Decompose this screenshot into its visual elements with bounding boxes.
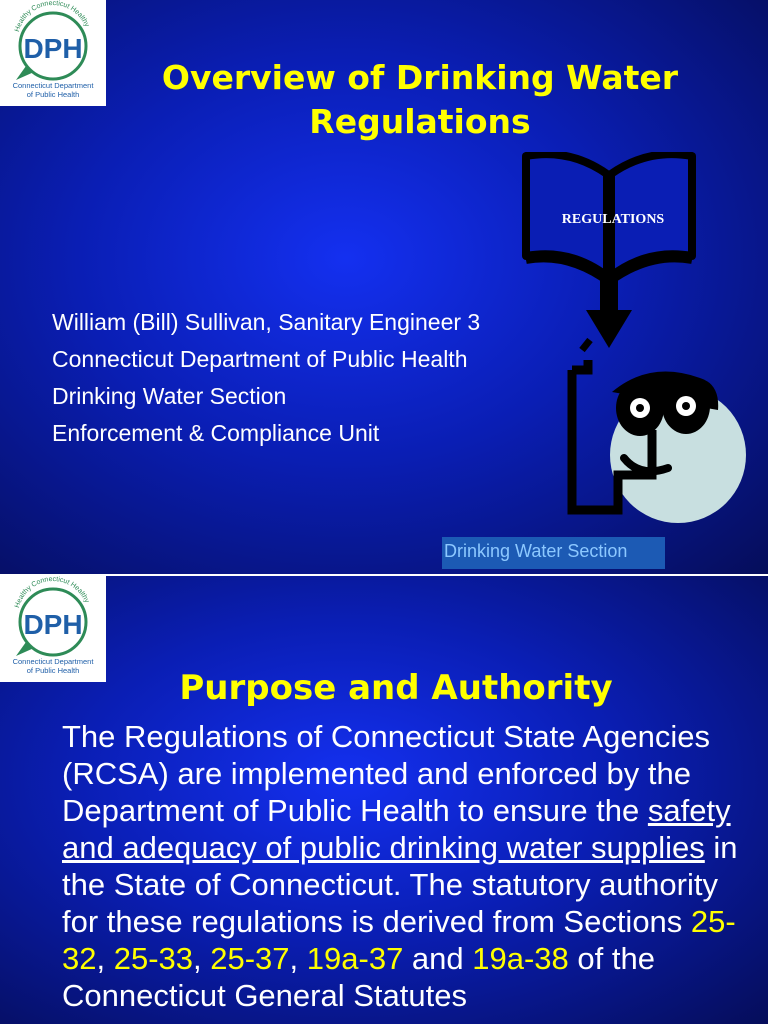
sep-and: and — [403, 941, 473, 976]
logo-line2-2: of Public Health — [26, 666, 80, 675]
cartoon-face-icon — [560, 300, 750, 530]
dph-logo-2 — [0, 576, 106, 682]
book-label: REGULATIONS — [561, 212, 665, 227]
body-text-a: The Regulations of Connecticut State Agencies (RCSA) are implemented and enforced by the Department of Public Health to ensure the — [62, 719, 710, 828]
section-ref-5: 19a-38 — [472, 941, 569, 976]
body-text-underlined: safety and adequacy of public drinking water supplies — [62, 793, 731, 865]
logo-line1-2: Connecticut Department — [12, 657, 94, 666]
logo-line2: of Public Health — [26, 90, 80, 99]
dph-logo — [0, 0, 106, 106]
section-ref-1: 25-32 — [62, 904, 736, 976]
logo-arc-text: Healthy Connecticut Healthy — [14, 0, 91, 33]
body-text-b: in the State of Connecticut. The statutory authority for these regulations is derived from Sections — [62, 830, 738, 939]
presenter-unit: Enforcement & Compliance Unit — [52, 420, 380, 446]
logo-arc-text-2: Healthy Connecticut Healthy — [14, 576, 91, 609]
presenter-department: Connecticut Department of Public Health — [52, 346, 468, 372]
presenter-info — [52, 304, 480, 452]
section-ref-4: 19a-37 — [306, 941, 404, 976]
slide-2-title: Purpose and Authority — [179, 668, 613, 708]
title-line-1: Overview of Drinking Water — [161, 58, 679, 97]
slide-2-body — [62, 718, 742, 1014]
presenter-section: Drinking Water Section — [52, 383, 287, 409]
logo-mark-2: DPH — [23, 609, 83, 640]
footer-label: Drinking Water Section — [442, 537, 665, 569]
logo-mark: DPH — [23, 33, 83, 64]
slide-1-title — [110, 56, 730, 144]
sep-2: , — [193, 941, 211, 976]
section-ref-2: 25-33 — [113, 941, 194, 976]
body-text-c: of the Connecticut General Statutes — [62, 941, 655, 1013]
title-line-2: Regulations — [309, 102, 531, 141]
logo-line1: Connecticut Department — [12, 81, 94, 90]
section-ref-3: 25-37 — [210, 941, 290, 976]
sep-1: , — [96, 941, 114, 976]
slide-2 — [0, 576, 768, 1024]
presenter-name: William (Bill) Sullivan, Sanitary Engineer 3 — [52, 309, 481, 335]
sep-3: , — [289, 941, 307, 976]
